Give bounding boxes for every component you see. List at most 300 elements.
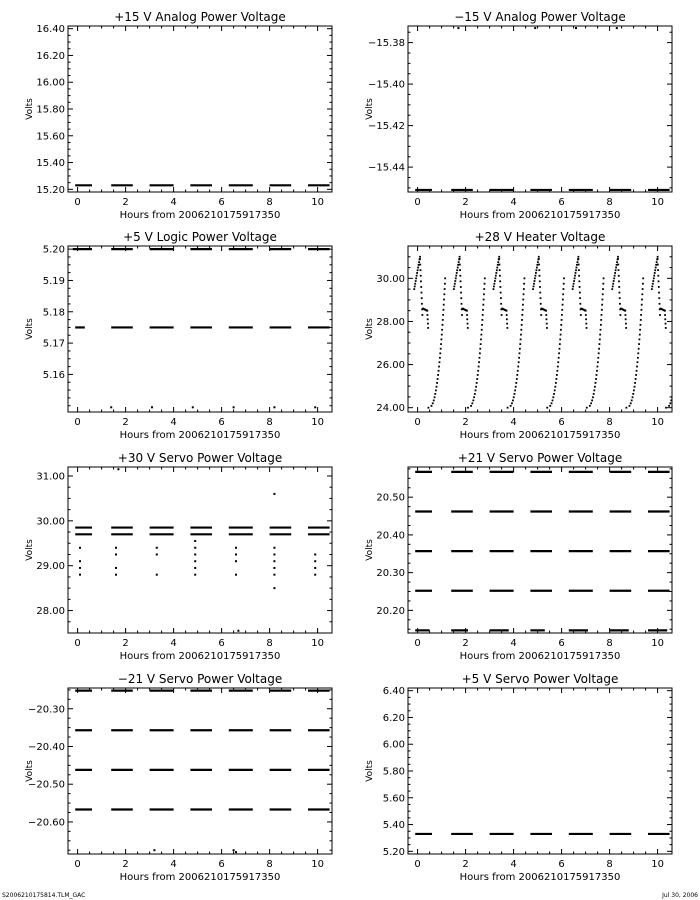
data-point (651, 288, 653, 290)
x-tick-label: 4 (510, 417, 517, 428)
data-point (573, 283, 575, 285)
chart-title: +21 V Servo Power Voltage (457, 451, 623, 465)
x-tick-label: 10 (651, 197, 664, 208)
x-axis-label: Hours from 2006210175917350 (459, 210, 621, 221)
data-point (194, 553, 196, 555)
x-tick-label: 6 (558, 197, 565, 208)
data-point (555, 382, 557, 384)
data-point (115, 567, 117, 569)
data-point (235, 851, 237, 853)
data-point (500, 286, 502, 288)
chart-panel (25, 451, 332, 662)
y-tick-label: 6.00 (382, 739, 405, 751)
data-point (413, 288, 415, 290)
y-tick-label: 6.40 (382, 686, 405, 698)
data-point (637, 361, 639, 363)
y-tick-label: −20.40 (27, 741, 65, 753)
data-point (618, 286, 620, 288)
data-layer (75, 691, 329, 853)
data-point (653, 277, 655, 279)
data-point (470, 405, 472, 407)
data-point (620, 314, 622, 316)
data-point (635, 374, 637, 376)
x-tick-label: 6 (218, 197, 225, 208)
data-point (653, 275, 655, 277)
data-point (593, 389, 595, 391)
data-point (422, 314, 424, 316)
data-point (237, 630, 239, 632)
data-point (657, 258, 659, 260)
data-point (79, 547, 81, 549)
data-point (414, 286, 416, 288)
data-point (629, 405, 631, 407)
data-point (421, 292, 423, 294)
data-point (519, 348, 521, 350)
data-point (499, 275, 501, 277)
data-point (633, 389, 635, 391)
data-point (455, 275, 457, 277)
data-point (596, 374, 598, 376)
data-point (235, 553, 237, 555)
chart-panel (25, 230, 332, 441)
x-tick-label: 8 (606, 859, 613, 870)
data-point (476, 382, 478, 384)
x-tick-label: 10 (311, 417, 324, 428)
data-point (637, 357, 639, 359)
data-point (415, 280, 417, 282)
x-tick-label: 10 (311, 638, 324, 649)
data-point (417, 267, 419, 269)
data-point (674, 382, 676, 384)
data-point (467, 407, 469, 409)
data-point (459, 256, 461, 258)
data-point (616, 27, 618, 29)
data-point (562, 304, 564, 306)
x-tick-label: 4 (170, 859, 177, 870)
data-point (619, 303, 621, 305)
data-point (480, 334, 482, 336)
x-tick-label: 4 (170, 417, 177, 428)
data-point (481, 319, 483, 321)
data-point (435, 389, 437, 391)
data-point (522, 309, 524, 311)
y-axis-label: Volts (25, 318, 35, 340)
data-point (441, 329, 443, 331)
data-point (534, 280, 536, 282)
data-point (507, 407, 509, 409)
data-point (273, 574, 275, 576)
data-point (561, 319, 563, 321)
data-point (481, 324, 483, 326)
data-point (538, 264, 540, 266)
data-point (556, 370, 558, 372)
data-point (642, 288, 644, 290)
chart-title: +28 V Heater Voltage (474, 230, 606, 244)
y-axis-label: Volts (365, 98, 375, 120)
data-point (551, 402, 553, 404)
data-point (616, 261, 618, 263)
data-point (512, 400, 514, 402)
data-point (436, 386, 438, 388)
x-tick-label: 0 (414, 859, 421, 870)
data-point (679, 324, 681, 326)
data-point (493, 286, 495, 288)
x-tick-label: 2 (462, 859, 469, 870)
data-point (461, 303, 463, 305)
data-point (506, 323, 508, 325)
data-point (602, 299, 604, 301)
data-point (601, 304, 603, 306)
data-point (678, 338, 680, 340)
data-point (478, 361, 480, 363)
data-point (641, 304, 643, 306)
data-point (314, 406, 316, 408)
data-point (603, 277, 605, 279)
x-tick-label: 4 (510, 638, 517, 649)
data-point (506, 310, 508, 312)
data-point (670, 400, 672, 402)
data-point (494, 280, 496, 282)
x-tick-label: 2 (122, 859, 129, 870)
data-point (619, 292, 621, 294)
x-axis-label: Hours from 2006210175917350 (119, 430, 281, 441)
data-point (523, 293, 525, 295)
data-point (501, 314, 503, 316)
data-point (558, 357, 560, 359)
chart-panel (365, 230, 684, 441)
x-tick-label: 0 (74, 638, 81, 649)
data-layer (415, 472, 669, 630)
data-point (454, 280, 456, 282)
x-tick-label: 2 (462, 417, 469, 428)
data-point (156, 547, 158, 549)
data-point (579, 297, 581, 299)
x-axis-label: Hours from 2006210175917350 (459, 430, 621, 441)
data-point (641, 299, 643, 301)
data-point (532, 288, 534, 290)
y-tick-label: 24.00 (376, 403, 405, 415)
data-point (194, 547, 196, 549)
data-point (483, 293, 485, 295)
y-tick-label: 15.80 (36, 104, 65, 116)
data-point (456, 272, 458, 274)
data-point (314, 553, 316, 555)
data-point (115, 574, 117, 576)
data-point (639, 338, 641, 340)
data-point (539, 280, 541, 282)
data-point (79, 574, 81, 576)
data-point (600, 324, 602, 326)
data-point (545, 310, 547, 312)
data-point (602, 283, 604, 285)
data-point (669, 402, 671, 404)
data-point (194, 567, 196, 569)
data-point (658, 280, 660, 282)
x-tick-label: 8 (606, 417, 613, 428)
chart-title: −21 V Servo Power Voltage (117, 672, 283, 686)
data-point (519, 343, 521, 345)
data-point (79, 560, 81, 562)
data-point (273, 567, 275, 569)
data-point (655, 267, 657, 269)
data-point (601, 314, 603, 316)
data-point (632, 396, 634, 398)
data-point (597, 361, 599, 363)
data-point (519, 352, 521, 354)
data-point (516, 378, 518, 380)
data-point (511, 402, 513, 404)
data-point (497, 264, 499, 266)
x-tick-label: 0 (74, 417, 81, 428)
plot-frame (68, 26, 332, 192)
data-point (657, 256, 659, 258)
data-point (439, 352, 441, 354)
data-point (681, 299, 683, 301)
data-point (659, 303, 661, 305)
data-point (652, 283, 654, 285)
x-tick-label: 0 (74, 859, 81, 870)
data-point (79, 567, 81, 569)
data-point (517, 370, 519, 372)
data-point (578, 269, 580, 271)
y-tick-label: 31.00 (36, 471, 65, 483)
data-point (599, 343, 601, 345)
data-point (460, 297, 462, 299)
data-point (459, 264, 461, 266)
y-tick-label: 20.20 (376, 605, 405, 617)
data-point (652, 280, 654, 282)
data-point (589, 405, 591, 407)
data-point (575, 27, 577, 29)
data-point (484, 283, 486, 285)
data-point (592, 396, 594, 398)
data-point (613, 280, 615, 282)
data-point (635, 378, 637, 380)
data-point (536, 264, 538, 266)
data-point (638, 348, 640, 350)
y-axis-label: Volts (365, 539, 375, 561)
data-point (496, 267, 498, 269)
x-tick-label: 4 (510, 197, 517, 208)
data-point (460, 286, 462, 288)
y-tick-label: 5.18 (42, 307, 65, 319)
data-point (472, 400, 474, 402)
data-point (441, 338, 443, 340)
chart-title: −15 V Analog Power Voltage (454, 10, 626, 24)
data-point (591, 400, 593, 402)
data-point (436, 382, 438, 384)
data-point (563, 288, 565, 290)
chart-panel (365, 451, 672, 662)
data-point (444, 277, 446, 279)
data-point (560, 329, 562, 331)
data-point (453, 286, 455, 288)
data-point (473, 396, 475, 398)
x-axis-label: Hours from 2006210175917350 (459, 872, 621, 883)
data-point (443, 309, 445, 311)
data-point (538, 258, 540, 260)
data-point (641, 293, 643, 295)
data-point (496, 269, 498, 271)
data-point (500, 292, 502, 294)
data-point (273, 587, 275, 589)
data-point (474, 393, 476, 395)
data-point (314, 560, 316, 562)
y-tick-label: 6.20 (382, 712, 405, 724)
data-point (678, 343, 680, 345)
data-point (420, 286, 422, 288)
data-point (634, 386, 636, 388)
plot-frame (408, 688, 672, 854)
data-point (442, 324, 444, 326)
data-point (617, 258, 619, 260)
data-point (574, 275, 576, 277)
data-point (665, 327, 667, 329)
data-point (585, 318, 587, 320)
data-point (586, 407, 588, 409)
x-tick-label: 6 (218, 417, 225, 428)
data-point (498, 258, 500, 260)
x-tick-label: 8 (606, 638, 613, 649)
data-layer (75, 468, 329, 632)
data-point (579, 292, 581, 294)
data-point (426, 310, 428, 312)
data-point (578, 264, 580, 266)
data-point (414, 283, 416, 285)
y-tick-label: −15.44 (367, 162, 405, 174)
data-point (456, 269, 458, 271)
data-point (520, 338, 522, 340)
x-tick-label: 10 (651, 417, 664, 428)
data-point (494, 277, 496, 279)
data-point (539, 292, 541, 294)
data-point (494, 283, 496, 285)
data-point (664, 318, 666, 320)
y-tick-label: 5.16 (42, 369, 65, 381)
data-point (439, 361, 441, 363)
data-point (427, 323, 429, 325)
data-point (595, 378, 597, 380)
data-point (558, 352, 560, 354)
data-point (493, 288, 495, 290)
data-point (480, 338, 482, 340)
data-point (616, 264, 618, 266)
data-point (676, 366, 678, 368)
x-tick-label: 8 (266, 859, 273, 870)
x-tick-label: 10 (651, 638, 664, 649)
data-point (520, 334, 522, 336)
data-point (598, 352, 600, 354)
data-point (540, 297, 542, 299)
data-point (580, 314, 582, 316)
y-axis-label: Volts (365, 318, 375, 340)
data-point (461, 314, 463, 316)
chart-panel (365, 672, 672, 883)
data-point (515, 382, 517, 384)
data-point (455, 277, 457, 279)
data-point (674, 378, 676, 380)
x-tick-label: 10 (651, 859, 664, 870)
x-axis-label: Hours from 2006210175917350 (119, 651, 281, 662)
data-point (615, 269, 617, 271)
data-point (617, 264, 619, 266)
data-point (677, 348, 679, 350)
data-point (534, 277, 536, 279)
y-tick-label: 5.20 (382, 846, 405, 858)
data-point (576, 264, 578, 266)
data-point (642, 277, 644, 279)
y-tick-label: 15.40 (36, 158, 65, 170)
data-layer (73, 249, 330, 408)
data-point (273, 553, 275, 555)
data-point (658, 286, 660, 288)
data-point (602, 288, 604, 290)
data-point (440, 343, 442, 345)
data-point (442, 319, 444, 321)
data-point (482, 304, 484, 306)
data-point (614, 275, 616, 277)
data-point (665, 407, 667, 409)
data-point (521, 324, 523, 326)
data-point (117, 468, 119, 470)
data-point (552, 400, 554, 402)
data-point (458, 261, 460, 263)
data-point (471, 402, 473, 404)
data-layer (413, 256, 683, 409)
data-point (194, 560, 196, 562)
data-point (479, 348, 481, 350)
data-point (549, 405, 551, 407)
y-tick-label: 5.19 (42, 275, 65, 287)
data-point (434, 393, 436, 395)
data-point (640, 319, 642, 321)
data-point (417, 269, 419, 271)
data-point (665, 323, 667, 325)
data-point (585, 323, 587, 325)
data-point (444, 283, 446, 285)
data-point (680, 314, 682, 316)
x-tick-label: 0 (414, 417, 421, 428)
y-tick-label: 15.20 (36, 184, 65, 196)
data-point (577, 261, 579, 263)
data-point (657, 275, 659, 277)
data-point (600, 329, 602, 331)
data-point (443, 304, 445, 306)
data-point (585, 314, 587, 316)
data-point (437, 374, 439, 376)
data-point (673, 389, 675, 391)
data-point (418, 261, 420, 263)
x-tick-label: 2 (122, 638, 129, 649)
data-point (612, 283, 614, 285)
plot-frame (408, 26, 672, 192)
data-point (579, 303, 581, 305)
data-point (639, 334, 641, 336)
data-point (677, 357, 679, 359)
data-point (546, 323, 548, 325)
data-point (520, 329, 522, 331)
data-point (513, 396, 515, 398)
x-tick-label: 4 (170, 197, 177, 208)
x-tick-label: 8 (266, 638, 273, 649)
data-point (593, 393, 595, 395)
data-point (506, 318, 508, 320)
x-tick-label: 2 (122, 197, 129, 208)
data-point (460, 292, 462, 294)
x-tick-label: 4 (170, 638, 177, 649)
data-point (427, 314, 429, 316)
data-point (637, 352, 639, 354)
